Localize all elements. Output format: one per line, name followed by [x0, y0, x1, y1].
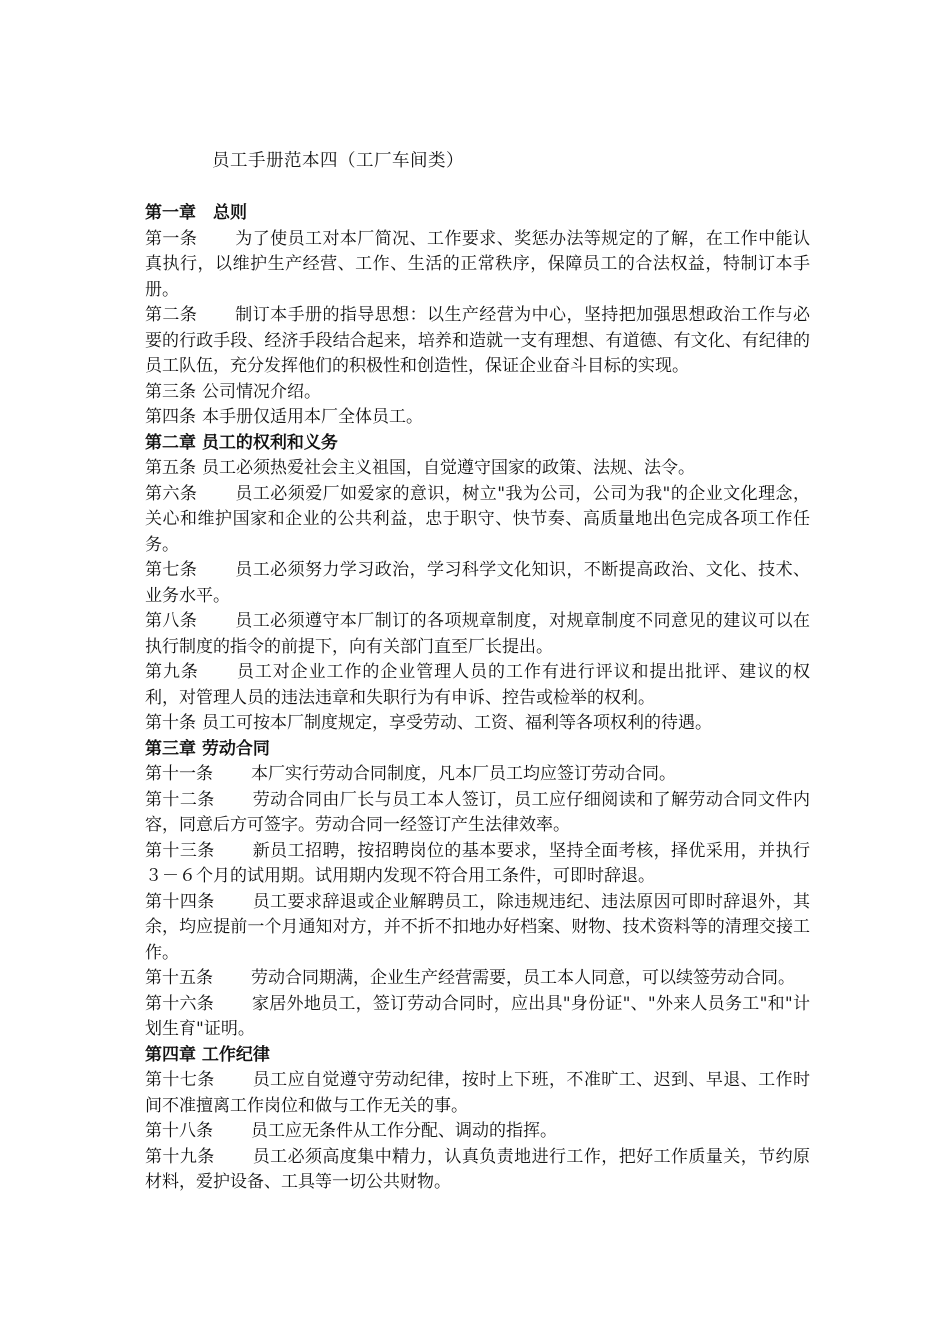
- article-paragraph: [145, 456, 810, 482]
- article-number: 第六条: [145, 483, 198, 504]
- article-paragraph: [145, 839, 810, 890]
- article-text: 员工对企业工作的企业管理人员的工作有进行评议和提出批评、建议的权利，对管理人员的违法违章和失职行为有申诉、控告或检举的权利。: [145, 662, 811, 708]
- article-text: 员工必须热爱社会主义祖国，自觉遵守国家的政策、法规、法令。: [202, 458, 695, 478]
- article-paragraph: [145, 482, 810, 559]
- chapter-heading: 第一章 总则: [145, 203, 247, 223]
- article-number: 第十四条: [145, 891, 215, 912]
- article-number: 第八条: [145, 611, 198, 631]
- article-number: 第三条: [145, 381, 196, 402]
- article-text: 劳动合同期满，企业生产经营需要，员工本人同意，可以续签劳动合同。: [251, 968, 795, 988]
- article-number: 第二条: [145, 305, 198, 325]
- article-number: 第十三条: [145, 840, 215, 861]
- chapter-heading: 第三章 劳动合同: [145, 738, 270, 759]
- article-number: 第十七条: [145, 1070, 215, 1090]
- article-number: 第十二条: [145, 789, 215, 810]
- article-paragraph: [145, 992, 810, 1043]
- article-text: 劳动合同由厂长与员工本人签订，员工应仔细阅读和了解劳动合同文件内容，同意后方可签字。劳动合同一经签订产生法律效率。: [145, 789, 811, 835]
- article-paragraph: [145, 711, 810, 737]
- article-text: 员工必须爱厂如爱家的意识，树立"我为公司，公司为我"的企业文化理念，关心和维护国家和企业的公共利益，忠于职守、快节奏、高质量地出色完成各项工作任务。: [145, 483, 811, 555]
- article-text: 员工可按本厂制度规定，享受劳动、工资、福利等各项权利的待遇。: [202, 713, 712, 733]
- article-number: 第七条: [145, 560, 198, 580]
- article-paragraph: [145, 609, 810, 660]
- article-paragraph: [145, 227, 810, 304]
- article-text: 家居外地员工，签订劳动合同时，应出具"身份证"、"外来人员务工"和"计划生育"证明。: [145, 993, 810, 1039]
- article-paragraph: [145, 405, 810, 431]
- article-text: 新员工招聘，按招聘岗位的基本要求，坚持全面考核，择优采用，并执行３－６个月的试用期。试用期内发现不符合用工条件，可即时辞退。: [145, 840, 811, 886]
- article-paragraph: [145, 966, 810, 992]
- article-text: 制订本手册的指导思想：以生产经营为中心，坚持把加强思想政治工作与必要的行政手段、经济手段结合起来，培养和造就一支有理想、有道德、有文化、有纪律的员工队伍，充分发挥他们的积极性和创造性，保证企业奋斗目标的实现。: [145, 305, 811, 376]
- article-text: 员工要求辞退或企业解聘员工，除违规违纪、违法原因可即时辞退外，其余，均应提前一个月通知对方，并不折不扣地办好档案、财物、技术资料等的清理交接工作。: [145, 891, 811, 963]
- article-paragraph: [145, 1068, 810, 1119]
- article-text: 公司情况介绍。: [202, 381, 321, 402]
- article-number: 第五条: [145, 458, 196, 478]
- article-paragraph: [145, 380, 810, 406]
- article-number: 第十一条: [145, 764, 213, 784]
- article-paragraph: [145, 762, 810, 788]
- chapter-heading: 第二章 员工的权利和义务: [145, 432, 338, 453]
- document-title: 员工手册范本四（工厂车间类）: [212, 151, 464, 171]
- article-paragraph: [145, 788, 810, 839]
- article-number: 第十五条: [145, 968, 213, 988]
- article-number: 第四条: [145, 407, 196, 427]
- article-paragraph: [145, 890, 810, 967]
- article-paragraph: [145, 1119, 810, 1145]
- article-number: 第十条: [145, 713, 196, 733]
- article-paragraph: [145, 558, 810, 609]
- article-number: 第十九条: [145, 1146, 215, 1167]
- article-paragraph: [145, 660, 810, 711]
- article-number: 第一条: [145, 228, 198, 249]
- article-text: 员工应无条件从工作分配、调动的指挥。: [251, 1121, 557, 1141]
- document-page: [145, 148, 810, 1196]
- chapter-heading: 第四章 工作纪律: [145, 1044, 270, 1065]
- article-number: 第十八条: [145, 1121, 213, 1141]
- document-body: [145, 201, 810, 1196]
- article-number: 第十六条: [145, 993, 215, 1014]
- article-paragraph: [145, 303, 810, 380]
- article-number: 第九条: [145, 662, 199, 682]
- article-paragraph: [145, 1145, 810, 1196]
- article-text: 员工必须努力学习政治，学习科学文化知识，不断提高政治、文化、技术、业务水平。: [145, 560, 811, 606]
- article-text: 员工应自觉遵守劳动纪律，按时上下班，不准旷工、迟到、早退、工作时间不准擅离工作岗位和做与工作无关的事。: [145, 1070, 811, 1116]
- article-text: 员工必须高度集中精力，认真负责地进行工作，把好工作质量关，节约原材料，爱护设备、工具等一切公共财物。: [145, 1146, 811, 1192]
- article-text: 员工必须遵守本厂制订的各项规章制度，对规章制度不同意见的建议可以在执行制度的指令的前提下，向有关部门直至厂长提出。: [145, 611, 811, 657]
- article-text: 为了使员工对本厂简况、工作要求、奖惩办法等规定的了解，在工作中能认真执行，以维护生产经营、工作、生活的正常秩序，保障员工的合法权益，特制订本手册。: [145, 228, 811, 300]
- article-text: 本厂实行劳动合同制度，凡本厂员工均应签订劳动合同。: [251, 764, 676, 784]
- article-text: 本手册仅适用本厂全体员工。: [202, 407, 423, 427]
